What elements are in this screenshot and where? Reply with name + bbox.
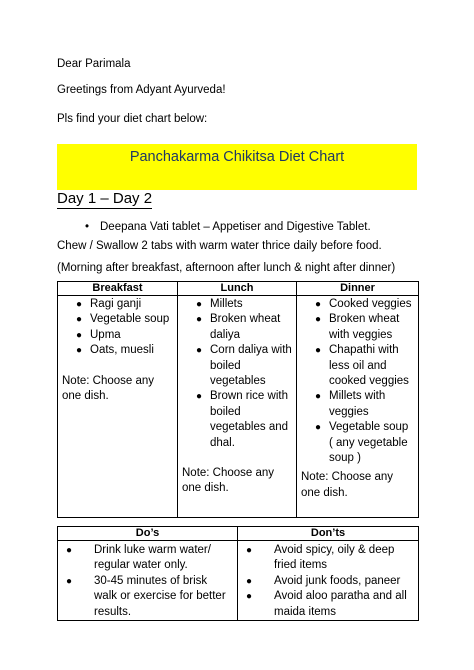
meal-table [57,281,419,518]
diet-chart-title: Panchakarma Chikitsa Diet Chart [129,149,345,165]
donts-cell [238,541,419,621]
list-item: ● Millets [196,297,292,312]
bullet-icon: ● [66,575,73,587]
bullet-icon: ● [196,299,203,310]
dos-donts-table [57,526,419,621]
breakfast-list [58,297,177,359]
meal-table-row [58,296,419,518]
lunch-cell [178,296,297,518]
medicine-timing: (Morning after breakfast, afternoon after lunch & night after dinner) [57,262,396,274]
bullet-icon: ● [315,422,322,434]
dos-list [58,543,237,620]
list-item: ● Ragi ganji [76,297,173,312]
list-item: ● Vegetable soup [76,312,173,327]
bullet-icon: ● [315,391,322,403]
list-item: ● Chapathi with less oil and cooked veggies [315,344,409,388]
list-item: ● Broken wheat with veggies [315,313,400,341]
lunch-note: Note: Choose any one dish. [182,467,275,495]
list-item: ● Millets with veggies [315,390,386,418]
donts-list [238,543,418,620]
day-heading: Day 1 – Day 2 [57,190,153,207]
bullet-icon: ● [315,345,322,357]
dos-donts-row [58,541,419,621]
list-item: ● Brown rice with boiled vegetables and dhal. [196,390,289,449]
list-item: ● Cooked veggies [315,297,414,312]
breakfast-note: Note: Choose any one dish. [62,374,155,403]
medicine-instruction: Chew / Swallow 2 tabs with warm water thrice daily before food. [57,240,382,252]
bullet-icon: ● [246,575,253,587]
bullet-icon: ● [246,545,253,556]
bullet-icon: ● [196,345,203,357]
list-item: ● 30-45 minutes of brisk walk or exercise for better results. [66,574,226,618]
meal-table-header-row [58,282,419,296]
bullet-icon: ● [66,545,73,556]
header-breakfast: Breakfast [58,282,178,296]
header-donts: Don’ts [238,527,419,541]
dinner-cell [297,296,419,518]
list-item: ● Avoid junk foods, paneer [246,574,412,589]
lunch-list [178,297,296,451]
dinner-list [297,297,418,466]
list-item: ● Oats, muesli [76,343,173,358]
salutation: Dear Parimala [57,58,131,70]
list-item: ● Drink luke warm water/ regular water only. [66,544,211,572]
bullet-icon: ● [196,314,203,326]
bullet-icon: ● [315,314,322,326]
header-dinner: Dinner [297,282,419,296]
header-lunch: Lunch [178,282,297,296]
bullet-icon: ● [76,345,83,357]
bullet-icon: ● [315,299,322,310]
bullet-icon: ● [76,329,83,341]
intro-line: Pls find your diet chart below: [57,113,208,125]
bullet-icon: ● [76,299,83,310]
header-dos: Do’s [58,527,238,541]
dinner-note: Note: Choose any one dish. [301,471,394,499]
medicine-text: Deepana Vati tablet – Appetiser and Digestive Tablet. [100,221,371,233]
dos-donts-header-row [58,527,419,541]
breakfast-cell [58,296,178,518]
bullet-icon: ● [196,391,203,403]
title-banner [57,144,417,190]
bullet-icon: • [85,221,90,233]
list-item: ● Upma [76,328,173,343]
list-item: ● Avoid spicy, oily & deep fried items [246,544,395,572]
bullet-icon: ● [246,591,253,603]
bullet-icon: ● [76,314,83,326]
dos-cell [58,541,238,621]
list-item: ● Avoid aloo paratha and all maida items [246,590,407,618]
greeting-line: Greetings from Adyant Ayurveda! [57,84,226,96]
list-item: ● Vegetable soup ( any vegetable soup ) [315,421,409,465]
list-item: ● Broken wheat daliya [196,313,281,341]
list-item: ● Corn daliya with boiled vegetables [196,344,292,388]
